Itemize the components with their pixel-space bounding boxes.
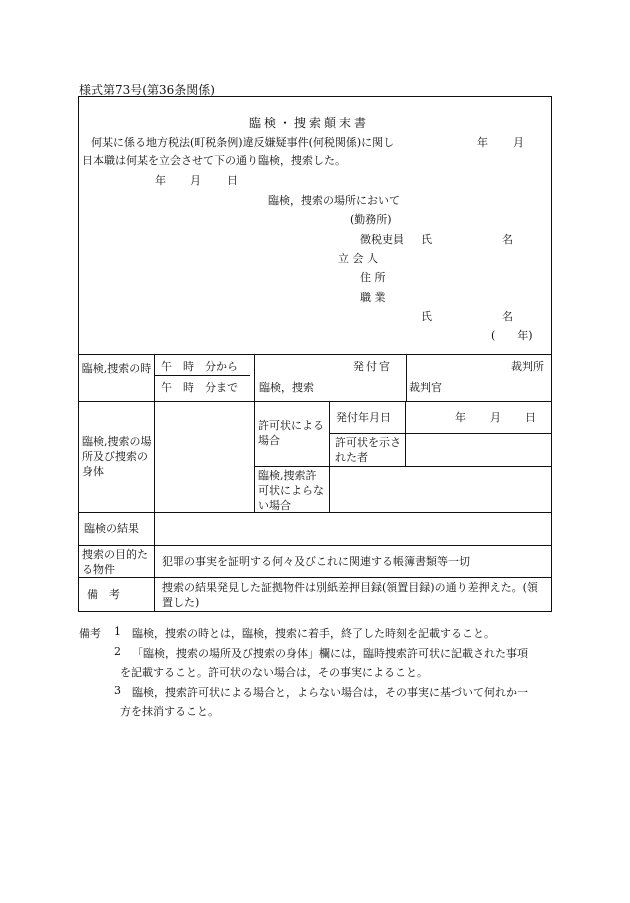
time-to: 午 時 分まで bbox=[161, 381, 238, 394]
issue-date-label: 発付年月日 bbox=[336, 411, 391, 424]
officer-name-given: 名 bbox=[502, 233, 513, 246]
date-day: 日 bbox=[227, 174, 238, 187]
officer-name-family: 氏 bbox=[421, 233, 432, 246]
officer-label: 徴税吏員 bbox=[360, 233, 404, 246]
issue-month: 月 bbox=[490, 411, 501, 424]
note-2-number: 2 bbox=[114, 645, 121, 658]
court-label: 裁判所 bbox=[511, 360, 544, 373]
witness-label: 立 会 人 bbox=[338, 252, 378, 265]
form-frame bbox=[78, 96, 552, 612]
address-label: 住 所 bbox=[360, 271, 386, 284]
header-line-1-month: 月 bbox=[513, 136, 524, 149]
header-line-1: 何某に係る地方税法(町税条例)違反嫌疑事件(何税関係)に関し bbox=[91, 136, 395, 149]
time-label: 臨検,捜索の時 bbox=[81, 362, 152, 375]
witness-name-family: 氏 bbox=[421, 310, 432, 323]
document-title: 臨検・捜索顛末書 bbox=[249, 116, 370, 130]
issue-day: 日 bbox=[525, 411, 536, 424]
form-number-label: 様式第73号(第36条関係) bbox=[79, 83, 215, 97]
office-text: (勤務所) bbox=[350, 213, 392, 226]
issuer-label: 発付官 bbox=[353, 360, 392, 373]
with-warrant-label: 許可状による場合 bbox=[258, 419, 324, 447]
note-1-text: 臨検，捜索の時とは，臨検，捜索に着手，終了した時刻を記載すること。 bbox=[132, 627, 495, 640]
shown-to-label: 許可状を示された者 bbox=[335, 436, 401, 464]
remarks-value: 捜索の結果発見した証拠物件は別紙差押目録(領置目録)の通り差押えた。(領置した) bbox=[162, 581, 538, 609]
remarks-label: 備 考 bbox=[87, 588, 120, 601]
place-label: 臨検,捜索の場所及び捜索の身体 bbox=[82, 435, 152, 478]
note-2-text-a: 「臨検，捜索の場所及び捜索の身体」欄には，臨時捜索許可状に記載された事項 bbox=[132, 647, 528, 660]
without-warrant-label: 臨検,捜索許可状によらない場合 bbox=[258, 469, 324, 512]
place-text: 臨検，捜索の場所において bbox=[268, 194, 400, 207]
occupation-label: 職 業 bbox=[360, 291, 386, 304]
note-3-text-a: 臨検，捜索許可状による場合と，よらない場合は，その事実に基づいて何れか一 bbox=[132, 686, 528, 699]
header-line-1-year: 年 bbox=[477, 136, 488, 149]
issue-year: 年 bbox=[455, 411, 466, 424]
purpose-value: 犯罪の事実を証明する何々及びこれに関連する帳簿書類等一切 bbox=[162, 555, 470, 568]
date-month: 月 bbox=[190, 174, 201, 187]
note-2-text-b: を記載すること。許可状のない場合は，その事実によること。 bbox=[120, 666, 428, 679]
purpose-label: 捜索の目的たる物件 bbox=[82, 548, 148, 576]
witness-name-given: 名 bbox=[502, 310, 513, 323]
date-year: 年 bbox=[155, 174, 166, 187]
notes-heading: 備考 bbox=[79, 627, 101, 640]
time-from: 午 時 分から bbox=[161, 360, 238, 373]
issuer-type: 臨検，捜索 bbox=[259, 381, 314, 394]
note-1-number: 1 bbox=[114, 625, 121, 638]
note-3-number: 3 bbox=[114, 684, 121, 697]
result-label: 臨検の結果 bbox=[84, 522, 139, 535]
note-3-text-b: 方を抹消すること。 bbox=[120, 705, 219, 718]
judge-label: 裁判官 bbox=[409, 381, 442, 394]
witness-age: ( 年) bbox=[491, 329, 533, 342]
header-line-2: 日本職は何某を立会させて下の通り臨検，捜索した。 bbox=[82, 154, 346, 167]
